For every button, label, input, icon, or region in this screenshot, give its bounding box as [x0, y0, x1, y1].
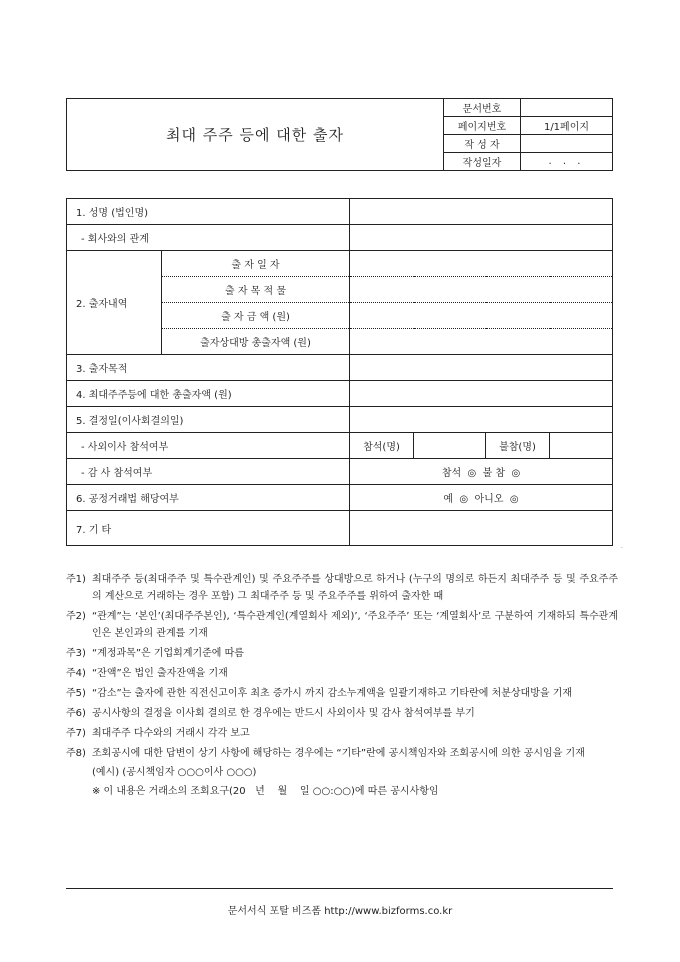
absent-count-value[interactable] — [550, 433, 613, 459]
note-key: 주7) — [66, 728, 86, 739]
row-decision-date-label: 5. 결정일(이사회결의일) — [67, 407, 350, 433]
note-text: 공시사항의 결정을 이사회 결의로 한 경우에는 반드시 사외이사 및 감사 참석여부를 부기 — [92, 708, 475, 719]
row-total-investment-value[interactable] — [350, 381, 613, 407]
row-auditor-label: - 감 사 참석여부 — [67, 459, 350, 485]
note-text: “계정과목”은 기업회계기준에 따름 — [92, 648, 244, 659]
disclosure-example: (예시) (공시책임자 ○○○이사 ○○○) — [92, 767, 257, 778]
header-value-author[interactable] — [521, 135, 613, 153]
note-item — [66, 645, 618, 662]
note-item — [66, 685, 618, 702]
note-key: 주5) — [66, 688, 86, 699]
attend-count-label: 참석(명) — [350, 433, 414, 459]
investment-object-value[interactable] — [350, 277, 613, 303]
row-investment-label: 2. 출자내역 — [67, 251, 162, 355]
note-item — [66, 665, 618, 682]
row-purpose-value[interactable] — [350, 355, 613, 381]
note-item — [66, 725, 618, 742]
note-item — [66, 608, 618, 642]
row-name-label: 1. 성명 (법인명) — [67, 199, 350, 225]
row-fair-trade-label: 6. 공정거래법 해당여부 — [67, 485, 350, 511]
note-text: “관계”는 ‘본인’(최대주주본인), ‘특수관계인(계열회사 제외)’, ‘주요주주’ 또는 ‘계열회사’로 구분하여 기재하되 특수관계인은 본인과의 관계를 기재 — [92, 611, 618, 639]
edge-mark: . — [621, 543, 623, 550]
investment-date-label: 출 자 일 자 — [162, 251, 350, 277]
row-relation-label: - 회사와의 관계 — [67, 225, 350, 251]
footer-divider — [66, 888, 613, 889]
note-text: “감소”는 출자에 관한 직전신고이후 최초 증가시 까지 감소누계액을 일괄기재하고 기타란에 처분상대방을 기재 — [92, 688, 573, 699]
investment-amount-value[interactable] — [350, 303, 613, 329]
fair-trade-choice[interactable]: 예 ◎ 아니오 ◎ — [350, 485, 613, 511]
row-name-value[interactable] — [350, 199, 613, 225]
note-text: 조회공시에 대한 답변이 상기 사항에 해당하는 경우에는 “기타”란에 공시책임자와 조회공시에 의한 공시임을 기재 — [92, 748, 585, 759]
investment-object-label: 출 자 목 적 물 — [162, 277, 350, 303]
note-key: 주1) — [66, 574, 86, 585]
investment-amount-label: 출 자 금 액 (원) — [162, 303, 350, 329]
row-outside-director-label: - 사외이사 참석여부 — [67, 433, 350, 459]
header-label-author: 작 성 자 — [444, 135, 521, 153]
note-item — [66, 745, 618, 762]
header-value-doc-number[interactable] — [521, 99, 613, 117]
note-text: 최대주주 다수와의 거래시 각각 보고 — [92, 728, 250, 739]
header-value-date[interactable]: . . . — [521, 153, 613, 171]
row-other-value[interactable] — [350, 511, 613, 546]
disclosure-remark: ※ 이 내용은 거래소의 조회요구(20 년 월 일 ○○:○○)에 따른 공시사항임 — [92, 786, 439, 797]
row-purpose-label: 3. 출자목적 — [67, 355, 350, 381]
note-key: 주3) — [66, 648, 86, 659]
footer-text: 문서서식 포탈 비즈폼 http://www.bizforms.co.kr — [227, 906, 453, 917]
notes-section — [66, 571, 618, 800]
row-other-label: 7. 기 타 — [67, 511, 350, 546]
document-title: 최대 주주 등에 대한 출자 — [67, 99, 444, 171]
note-item — [66, 705, 618, 722]
header-value-page-number: 1/1페이지 — [521, 117, 613, 135]
header-label-date: 작성일자 — [444, 153, 521, 171]
counterparty-total-value[interactable] — [350, 329, 613, 355]
header-label-page-number: 페이지번호 — [444, 117, 521, 135]
row-relation-value[interactable] — [350, 225, 613, 251]
note-text: “잔액”은 법인 출자잔액을 기재 — [92, 668, 228, 679]
document-header — [66, 98, 613, 171]
row-decision-date-value[interactable] — [350, 407, 613, 433]
attend-count-value[interactable] — [414, 433, 486, 459]
note-key: 주8) — [66, 748, 86, 759]
row-total-investment-label: 4. 최대주주등에 대한 총출자액 (원) — [67, 381, 350, 407]
note-key: 주6) — [66, 708, 86, 719]
counterparty-total-label: 출자상대방 총출자액 (원) — [162, 329, 350, 355]
investment-date-value[interactable] — [350, 251, 613, 277]
note-item — [66, 571, 618, 605]
absent-count-label: 불참(명) — [486, 433, 550, 459]
disclosure-form — [66, 198, 613, 546]
note-key: 주2) — [66, 611, 86, 622]
note-text: 최대주주 등(최대주주 및 특수관계인) 및 주요주주를 상대방으로 하거나 (누구의 명의로 하든지 최대주주 등 및 주요주주의 계산으로 거래하는 경우 포함) 그 최대주주 등 및 주요주주를 위하여 출자한 때 — [92, 574, 618, 602]
header-label-doc-number: 문서번호 — [444, 99, 521, 117]
auditor-choice[interactable]: 참석 ◎ 불 참 ◎ — [350, 459, 613, 485]
note-key: 주4) — [66, 668, 86, 679]
